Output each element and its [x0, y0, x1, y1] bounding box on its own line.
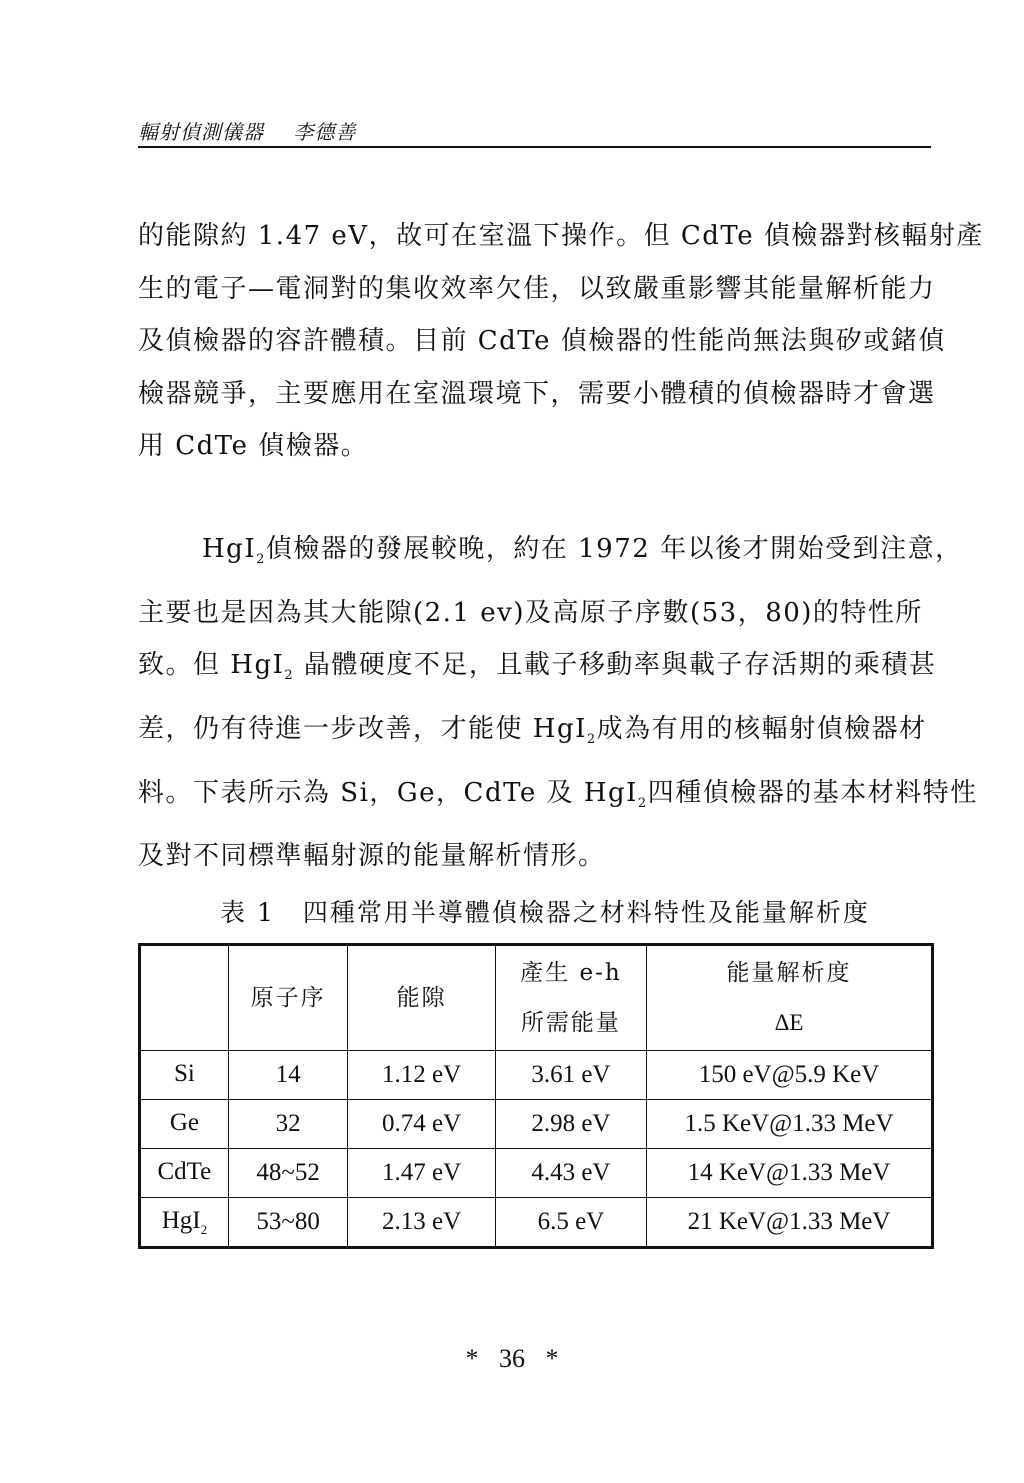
table-caption-label: 表 1 — [220, 898, 275, 927]
material-name: HgI — [161, 1206, 201, 1234]
subscript: 2 — [586, 732, 597, 748]
cell-material — [140, 1051, 229, 1100]
text-run: 差，仍有待進一步改善，才能使 HgI — [138, 713, 587, 744]
material-name: Ge — [169, 1108, 199, 1136]
cell-material — [140, 1100, 229, 1149]
cell-resolution: 150 eV@5.9 KeV — [647, 1051, 933, 1100]
cell-atomic-number: 53~80 — [228, 1198, 348, 1248]
page-number: * 36 * — [465, 1344, 559, 1373]
cell-band-gap: 1.47 eV — [348, 1149, 495, 1198]
table-row — [140, 1149, 933, 1198]
paragraph-line: 用 CdTe 偵檢器。 — [138, 431, 369, 461]
cell-resolution: 21 KeV@1.33 MeV — [647, 1198, 933, 1248]
cell-eh-energy: 6.5 eV — [495, 1198, 646, 1248]
header-eh-energy-line2: 所需能量 — [520, 1010, 621, 1036]
table-row — [140, 1051, 933, 1100]
cell-band-gap: 2.13 eV — [348, 1198, 495, 1248]
paragraph-line — [138, 767, 978, 831]
header-eh-energy-line1: 產生 e-h — [520, 960, 622, 986]
header-resolution-line1: 能量解析度 — [726, 960, 852, 986]
table-header-row — [140, 945, 933, 1051]
header-material — [140, 945, 229, 1051]
paragraph-2 — [138, 523, 978, 883]
text-run: HgI — [202, 534, 257, 564]
table-caption-text: 四種常用半導體偵檢器之材料特性及能量解析度 — [302, 898, 870, 927]
paragraph-line: 的能隙約 1.47 eV，故可在室溫下操作。但 CdTe 偵檢器對核輻射產 — [138, 221, 984, 251]
cell-eh-energy: 4.43 eV — [495, 1149, 646, 1198]
paragraph-line — [138, 523, 963, 587]
paragraph-line: 及偵檢器的容許體積。目前 CdTe 偵檢器的性能尚無法與矽或鍺偵 — [138, 326, 946, 356]
header-title: 輻射偵測儀器 — [138, 120, 264, 144]
paragraph-1 — [138, 210, 984, 473]
header-resolution-line2: ΔE — [774, 1010, 804, 1035]
header-resolution — [647, 945, 933, 1051]
material-name: Si — [173, 1059, 195, 1087]
table-caption — [220, 893, 870, 929]
cell-atomic-number: 32 — [228, 1100, 348, 1149]
text-run: 晶體硬度不足，且載子移動率與載子存活期的乘積甚 — [294, 650, 937, 681]
subscript: 2 — [284, 668, 295, 684]
subscript: 2 — [200, 1221, 208, 1237]
header-eh-energy — [495, 945, 646, 1051]
header-atomic-number: 原子序 — [228, 945, 348, 1051]
paragraph-line: 檢器競爭，主要應用在室溫環境下，需要小體積的偵檢器時才會選 — [138, 378, 936, 409]
cell-band-gap: 0.74 eV — [348, 1100, 495, 1149]
paragraph-line — [138, 703, 934, 767]
running-header — [138, 116, 931, 148]
paragraph-line: 及對不同標準輻射源的能量解析情形。 — [138, 841, 606, 872]
header-band-gap: 能隙 — [348, 945, 495, 1051]
text-run: 致。但 HgI — [138, 650, 285, 681]
cell-material — [140, 1198, 229, 1248]
cell-atomic-number: 48~52 — [228, 1149, 348, 1198]
text-run: 料。下表所示為 Si，Ge，CdTe 及 HgI — [138, 777, 638, 808]
cell-material — [140, 1149, 229, 1198]
text-run: 四種偵檢器的基本材料特性 — [647, 777, 978, 808]
paragraph-line — [138, 639, 937, 703]
cell-atomic-number: 14 — [228, 1051, 348, 1100]
paragraph-line: 生的電子—電洞對的集收效率欠佳，以致嚴重影響其能量解析能力 — [138, 273, 936, 304]
cell-eh-energy: 2.98 eV — [495, 1100, 646, 1149]
paragraph-line: 主要也是因為其大能隙(2.1 ev)及高原子序數(53，80)的特性所 — [138, 597, 923, 628]
material-name: CdTe — [157, 1157, 212, 1185]
cell-resolution: 1.5 KeV@1.33 MeV — [647, 1100, 933, 1149]
detector-properties-table — [138, 943, 934, 1249]
subscript: 2 — [256, 552, 266, 568]
table-row — [140, 1198, 933, 1248]
table-row — [140, 1100, 933, 1149]
cell-eh-energy: 3.61 eV — [495, 1051, 646, 1100]
subscript: 2 — [637, 795, 648, 811]
header-author: 李德善 — [293, 120, 357, 144]
text-run: 成為有用的核輻射偵檢器材 — [596, 713, 927, 744]
text-run: 偵檢器的發展較晚，約在 1972 年以後才開始受到注意， — [265, 534, 963, 564]
cell-band-gap: 1.12 eV — [348, 1051, 495, 1100]
cell-resolution: 14 KeV@1.33 MeV — [647, 1149, 933, 1198]
